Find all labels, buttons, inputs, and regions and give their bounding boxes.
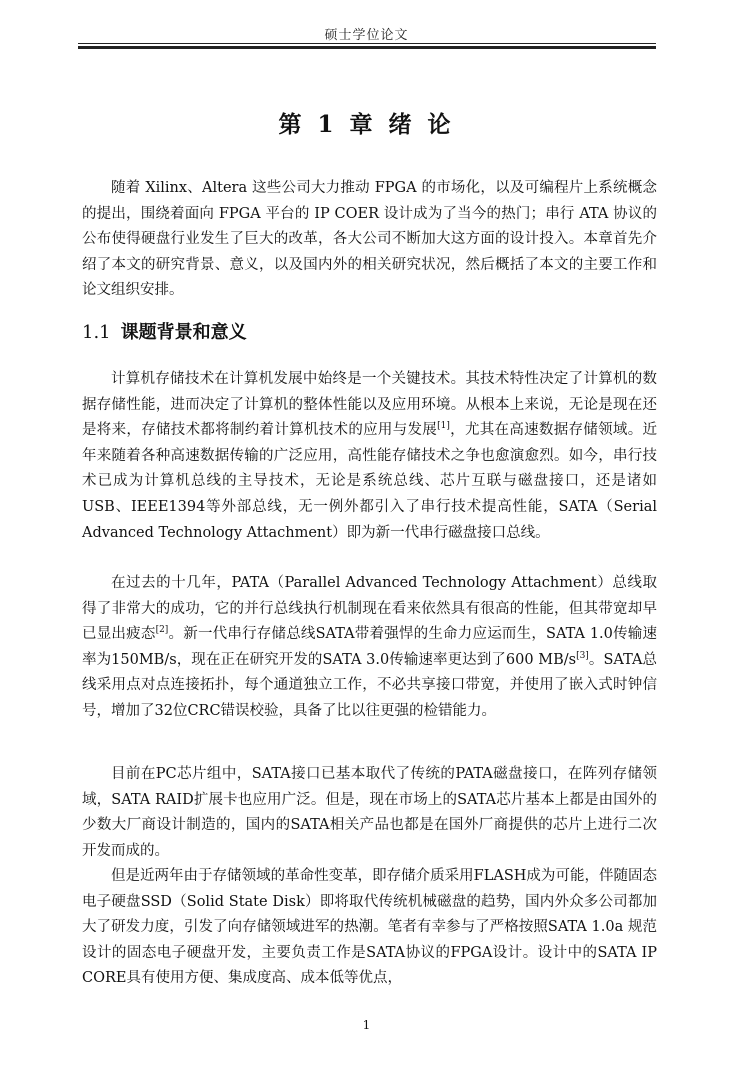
p2-text-c: 。SATA总线采用点对点连接拓扑，每个通道独立工作，不必共享接口带宽，并使用了嵌入式时钟信号，增加了32位CRC错误校验，具备了比以往更强的检错能力。	[82, 651, 657, 719]
header-rule-thick	[78, 46, 656, 49]
section-heading	[82, 318, 247, 344]
intro-paragraph: 随着 Xilinx、Altera 这些公司大力推动 FPGA 的市场化，以及可编程片上系统概念的提出，围绕着面向 FPGA 平台的 IP COER 设计成为了当今的热门；串行 ATA 协议的公布使得硬盘行业发生了巨大的改革，各大公司不断加大这方面的设计投入。本章首先介绍了本文的研究背景、意义，以及国内外的相关研究状况，然后概括了本文的主要工作和论文组织安排。	[82, 180, 657, 299]
body-paragraph-2	[82, 571, 657, 725]
chapter-title: 第 1 章 绪 论	[278, 111, 455, 138]
citation-3: [3]	[576, 650, 589, 661]
section-number: 1.1	[82, 322, 111, 343]
citation-2: [2]	[155, 625, 169, 636]
body-paragraph-1	[82, 367, 657, 546]
page-number: 1	[362, 1018, 371, 1032]
citation-1: [1]	[437, 421, 450, 432]
header-rule-thin	[78, 43, 656, 44]
p1-text-b: ，尤其在高速数据存储领域。近年来随着各种高速数据传输的广泛应用，高性能存储技术之争也愈演愈烈。如今，串行技术已成为计算机总线的主导技术，无论是系统总线、芯片互联与磁盘接口，还是诸如USB、IEEE1394等外部总线，无一例外都引入了串行技术提高性能，SATA（Serial Advanced Technology Attachment）即为新一代串行磁盘接口总线。	[82, 422, 658, 541]
body-paragraph-4: 但是近两年由于存储领域的革命性变革，即存储介质采用FLASH成为可能，伴随固态电子硬盘SSD（Solid State Disk）即将取代传统机械磁盘的趋势，国内外众多公司都加大了研发力度，引发了向存储领域进军的热潮。笔者有幸参与了严格按照SATA 1.0a 规范设计的固态电子硬盘开发，主要负责工作是SATA协议的FPGA设计。设计中的SATA IP CORE具有使用方便、集成度高、成本低等优点，	[82, 868, 657, 987]
body-paragraph-3: 目前在PC芯片组中，SATA接口已基本取代了传统的PATA磁盘接口，在阵列存储领域，SATA RAID扩展卡也应用广泛。但是，现在市场上的SATA芯片基本上都是由国外的少数大厂商设计制造的，国内的SATA相关产品也都是在国外厂商提供的芯片上进行二次开发而成的。	[82, 766, 657, 859]
p1-text-a: 计算机存储技术在计算机发展中始终是一个关键技术。其技术特性决定了计算机的数据存储性能，进而决定了计算机的整体性能以及应用环境。从根本上来说，无论是现在还是将来，存储技术都将制约着计算机技术的应用与发展	[82, 371, 657, 439]
p2-text-a: 在过去的十几年，PATA（Parallel Advanced Technology Attachment）总线取得了非常大的成功，它的并行总线执行机制现在看来依然具有很高的性能，但其带宽却早已显出疲态	[82, 575, 657, 643]
p2-text-b: 。新一代串行存储总线SATA带着强悍的生命力应运而生，SATA 1.0传输速率为150MB/s，现在正在研究开发的SATA 3.0传输速率更达到了600 MB/s	[82, 626, 658, 668]
section-title-text: 课题背景和意义	[120, 322, 247, 343]
header-text: 硕士学位论文	[324, 28, 409, 43]
